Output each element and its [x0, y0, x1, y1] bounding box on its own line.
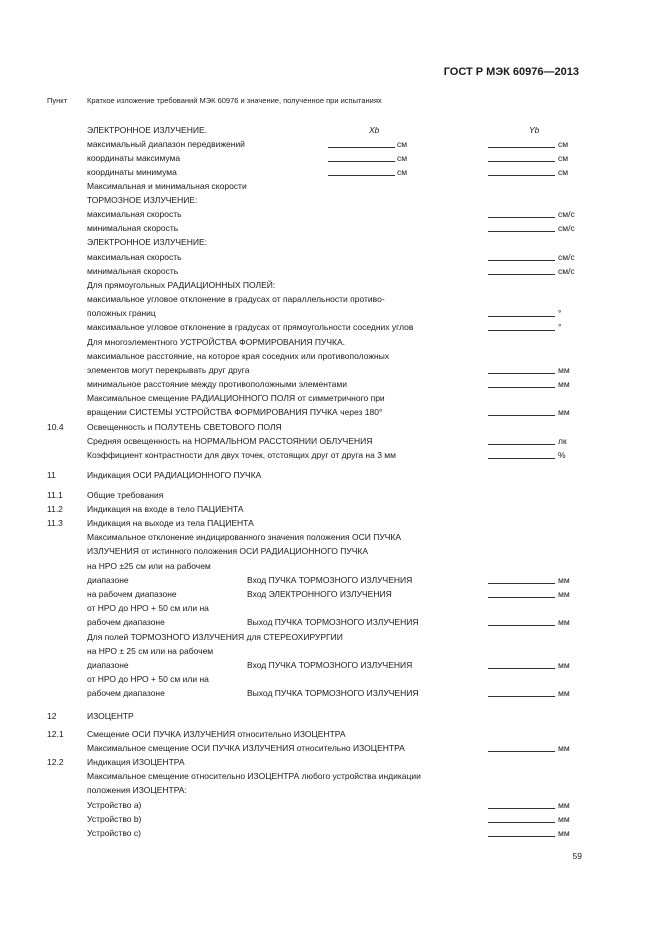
- value-blank[interactable]: [488, 223, 555, 232]
- table-row: [0, 532, 661, 544]
- clause-number: 11.3: [47, 518, 63, 528]
- unit-label: мм: [558, 589, 570, 599]
- value-blank[interactable]: [488, 153, 555, 162]
- value-blank[interactable]: [488, 322, 555, 331]
- requirement-text: Освещенность и ПОЛУТЕНЬ СВЕТОВОГО ПОЛЯ: [87, 422, 282, 432]
- beam-entry-exit-label: Выход ПУЧКА ТОРМОЗНОГО ИЗЛУЧЕНИЯ: [247, 617, 419, 627]
- requirement-text: Индикация ИЗОЦЕНТРА: [87, 757, 185, 767]
- requirement-text: максимальная скорость: [87, 252, 182, 262]
- table-row: [0, 546, 661, 558]
- value-blank[interactable]: [488, 407, 555, 416]
- table-row: [0, 632, 661, 644]
- requirement-text: ТОРМОЗНОЕ ИЗЛУЧЕНИЕ:: [87, 195, 198, 205]
- requirement-text: максимальная скорость: [87, 209, 182, 219]
- value-blank[interactable]: [488, 167, 555, 176]
- requirement-text: Максимальная и минимальная скорости: [87, 181, 247, 191]
- table-row: [0, 337, 661, 349]
- table-row: [0, 167, 661, 179]
- requirement-text: Устройство с): [87, 828, 141, 838]
- table-row: [0, 450, 661, 462]
- table-row: [0, 237, 661, 249]
- table-row: [0, 308, 661, 320]
- table-row: [0, 561, 661, 573]
- table-row: [0, 743, 661, 755]
- value-blank[interactable]: [488, 575, 555, 584]
- unit-label-xb: см: [397, 153, 408, 163]
- requirement-text: положных границ: [87, 308, 156, 318]
- requirement-text: положения ИЗОЦЕНТРА:: [87, 785, 187, 795]
- table-row: [0, 266, 661, 278]
- value-blank[interactable]: [488, 436, 555, 445]
- beam-entry-exit-label: Выход ПУЧКА ТОРМОЗНОГО ИЗЛУЧЕНИЯ: [247, 688, 419, 698]
- table-row: [0, 470, 661, 482]
- column-header: [47, 96, 382, 105]
- requirement-text: на НРО ± 25 см или на рабочем: [87, 646, 214, 656]
- value-blank[interactable]: [488, 660, 555, 669]
- value-blank[interactable]: [488, 139, 555, 148]
- unit-label: мм: [558, 379, 570, 389]
- requirement-text: диапазоне: [87, 575, 129, 585]
- table-row: [0, 195, 661, 207]
- value-blank[interactable]: [488, 365, 555, 374]
- unit-label: мм: [558, 688, 570, 698]
- unit-label: мм: [558, 743, 570, 753]
- requirement-text: Максимальное отклонение индицированного значения положения ОСИ ПУЧКА: [87, 532, 402, 542]
- clause-number: 11.2: [47, 504, 63, 514]
- table-row: [0, 125, 661, 137]
- requirement-text: минимальная скорость: [87, 266, 179, 276]
- table-row: [0, 828, 661, 840]
- requirement-text: от НРО до НРО + 50 см или на: [87, 603, 209, 613]
- table-row: [0, 646, 661, 658]
- beam-entry-exit-label: Вход ЭЛЕКТРОННОГО ИЗЛУЧЕНИЯ: [247, 589, 392, 599]
- value-blank[interactable]: [488, 209, 555, 218]
- requirement-text: Устройство a): [87, 800, 142, 810]
- requirement-text: на рабочем диапазоне: [87, 589, 177, 599]
- value-blank[interactable]: [488, 379, 555, 388]
- table-row: [0, 814, 661, 826]
- requirement-text: Максимальное смещение ОСИ ПУЧКА ИЗЛУЧЕНИЯ относительно ИЗОЦЕНТРА: [87, 743, 405, 753]
- table-row: [0, 407, 661, 419]
- requirement-text: диапазоне: [87, 660, 129, 670]
- requirement-text: минимальная скорость: [87, 223, 179, 233]
- requirement-text: максимальный диапазон передвижений: [87, 139, 245, 149]
- table-row: [0, 688, 661, 700]
- unit-label: °: [558, 322, 562, 332]
- table-row: [0, 617, 661, 629]
- requirement-text: Для полей ТОРМОЗНОГО ИЗЛУЧЕНИЯ для СТЕРЕОХИРУРГИИ: [87, 632, 343, 642]
- requirement-text: Максимальное смещение относительно ИЗОЦЕНТРА любого устройства индикации: [87, 771, 421, 781]
- table-row: [0, 365, 661, 377]
- requirement-text: максимальное расстояние, на которое края соседних или противоположных: [87, 351, 390, 361]
- table-row: [0, 422, 661, 434]
- requirement-text: Общие требования: [87, 490, 164, 500]
- requirement-text: ИЗОЦЕНТР: [87, 711, 134, 721]
- unit-label: см: [558, 167, 569, 177]
- value-blank[interactable]: [488, 450, 555, 459]
- column-header-item: Пункт: [47, 96, 68, 105]
- value-blank[interactable]: [488, 589, 555, 598]
- table-row: [0, 393, 661, 405]
- table-row: [0, 139, 661, 151]
- requirement-text: максимальное угловое отклонение в градусах от прямоугольности соседних углов: [87, 322, 414, 332]
- table-row: [0, 209, 661, 221]
- page-number: 59: [572, 851, 582, 861]
- table-row: [0, 294, 661, 306]
- table-row: [0, 153, 661, 165]
- requirement-text: Смещение ОСИ ПУЧКА ИЗЛУЧЕНИЯ относительно ИЗОЦЕНТРА: [87, 729, 346, 739]
- table-row: [0, 729, 661, 741]
- unit-label: мм: [558, 828, 570, 838]
- table-row: [0, 711, 661, 723]
- unit-label: см: [558, 153, 569, 163]
- requirement-text: от НРО до НРО + 50 см или на: [87, 674, 209, 684]
- table-row: [0, 660, 661, 672]
- requirement-text: Средняя освещенность на НОРМАЛЬНОМ РАССТОЯНИИ ОБЛУЧЕНИЯ: [87, 436, 373, 446]
- value-blank[interactable]: [488, 308, 555, 317]
- requirement-text: ЭЛЕКТРОННОЕ ИЗЛУЧЕНИЕ:: [87, 237, 207, 247]
- unit-label: °: [558, 308, 562, 318]
- table-row: [0, 800, 661, 812]
- requirement-text: Для многоэлементного УСТРОЙСТВА ФОРМИРОВАНИЯ ПУЧКА.: [87, 337, 346, 347]
- column-label-yb: Yb: [529, 125, 540, 135]
- requirement-text: координаты максимума: [87, 153, 181, 163]
- clause-number: 11: [47, 470, 56, 480]
- column-label-xb: Xb: [369, 125, 380, 135]
- unit-label-xb: см: [397, 167, 408, 177]
- value-blank[interactable]: [488, 828, 555, 837]
- value-blank[interactable]: [488, 800, 555, 809]
- requirement-text: Максимальное смещение РАДИАЦИОННОГО ПОЛЯ от симметричного при: [87, 393, 385, 403]
- table-row: [0, 490, 661, 502]
- table-row: [0, 785, 661, 797]
- requirement-text: элементов могут перекрывать друг друга: [87, 365, 250, 375]
- value-blank[interactable]: [488, 266, 555, 275]
- table-row: [0, 181, 661, 193]
- table-row: [0, 771, 661, 783]
- table-row: [0, 504, 661, 516]
- requirement-text: Коэффициент контрастности для двух точек, отстоящих друг от друга на 3 мм: [87, 450, 396, 460]
- requirement-text: рабочем диапазоне: [87, 688, 165, 698]
- value-blank-xb[interactable]: [328, 153, 395, 162]
- table-row: [0, 674, 661, 686]
- requirement-text: Для прямоугольных РАДИАЦИОННЫХ ПОЛЕЙ:: [87, 280, 276, 290]
- requirement-text: рабочем диапазоне: [87, 617, 165, 627]
- beam-entry-exit-label: Вход ПУЧКА ТОРМОЗНОГО ИЗЛУЧЕНИЯ: [247, 660, 413, 670]
- table-row: [0, 436, 661, 448]
- unit-label: мм: [558, 575, 570, 585]
- document-standard-header: ГОСТ Р МЭК 60976—2013: [443, 66, 579, 78]
- table-row: [0, 575, 661, 587]
- table-row: [0, 589, 661, 601]
- value-blank[interactable]: [488, 252, 555, 261]
- unit-label: %: [558, 450, 566, 460]
- unit-label: мм: [558, 407, 570, 417]
- value-blank[interactable]: [488, 688, 555, 697]
- requirement-text: Устройство b): [87, 814, 142, 824]
- value-blank[interactable]: [488, 814, 555, 823]
- beam-entry-exit-label: Вход ПУЧКА ТОРМОЗНОГО ИЗЛУЧЕНИЯ: [247, 575, 413, 585]
- requirement-text: Индикация на выходе из тела ПАЦИЕНТА: [87, 518, 254, 528]
- value-blank-xb[interactable]: [328, 167, 395, 176]
- table-row: [0, 322, 661, 334]
- requirement-text: Индикация ОСИ РАДИАЦИОННОГО ПУЧКА: [87, 470, 262, 480]
- requirement-text: вращении СИСТЕМЫ УСТРОЙСТВА ФОРМИРОВАНИЯ ПУЧКА через 180°: [87, 407, 383, 417]
- value-blank[interactable]: [488, 743, 555, 752]
- table-row: [0, 280, 661, 292]
- table-row: [0, 351, 661, 363]
- unit-label: мм: [558, 617, 570, 627]
- unit-label: мм: [558, 365, 570, 375]
- clause-number: 12.2: [47, 757, 64, 767]
- requirement-text: минимальное расстояние между противоположными элементами: [87, 379, 348, 389]
- requirement-text: координаты минимума: [87, 167, 177, 177]
- clause-number: 10.4: [47, 422, 64, 432]
- table-row: [0, 223, 661, 235]
- unit-label: мм: [558, 800, 570, 810]
- unit-label-xb: см: [397, 139, 408, 149]
- requirement-text: максимальное угловое отклонение в градусах от параллельности противо-: [87, 294, 385, 304]
- requirement-text: Индикация на входе в тело ПАЦИЕНТА: [87, 504, 244, 514]
- requirement-text: на НРО ±25 см или на рабочем: [87, 561, 211, 571]
- column-header-summary: Краткое изложение требований МЭК 60976 и значение, полученное при испытаниях: [87, 96, 382, 105]
- table-row: [0, 757, 661, 769]
- unit-label: мм: [558, 814, 570, 824]
- value-blank[interactable]: [488, 617, 555, 626]
- unit-label: см/с: [558, 209, 575, 219]
- table-row: [0, 603, 661, 615]
- table-row: [0, 518, 661, 530]
- unit-label: мм: [558, 660, 570, 670]
- table-row: [0, 379, 661, 391]
- clause-number: 12: [47, 711, 57, 721]
- clause-number: 12.1: [47, 729, 64, 739]
- unit-label: см/с: [558, 266, 575, 276]
- requirement-text: ЭЛЕКТРОННОЕ ИЗЛУЧЕНИЕ.: [87, 125, 207, 135]
- table-row: [0, 252, 661, 264]
- value-blank-xb[interactable]: [328, 139, 395, 148]
- clause-number: 11.1: [47, 490, 63, 500]
- requirement-text: ИЗЛУЧЕНИЯ от истинного положения ОСИ РАДИАЦИОННОГО ПУЧКА: [87, 546, 369, 556]
- unit-label: см/с: [558, 252, 575, 262]
- unit-label: лк: [558, 436, 567, 446]
- unit-label: см: [558, 139, 569, 149]
- unit-label: см/с: [558, 223, 575, 233]
